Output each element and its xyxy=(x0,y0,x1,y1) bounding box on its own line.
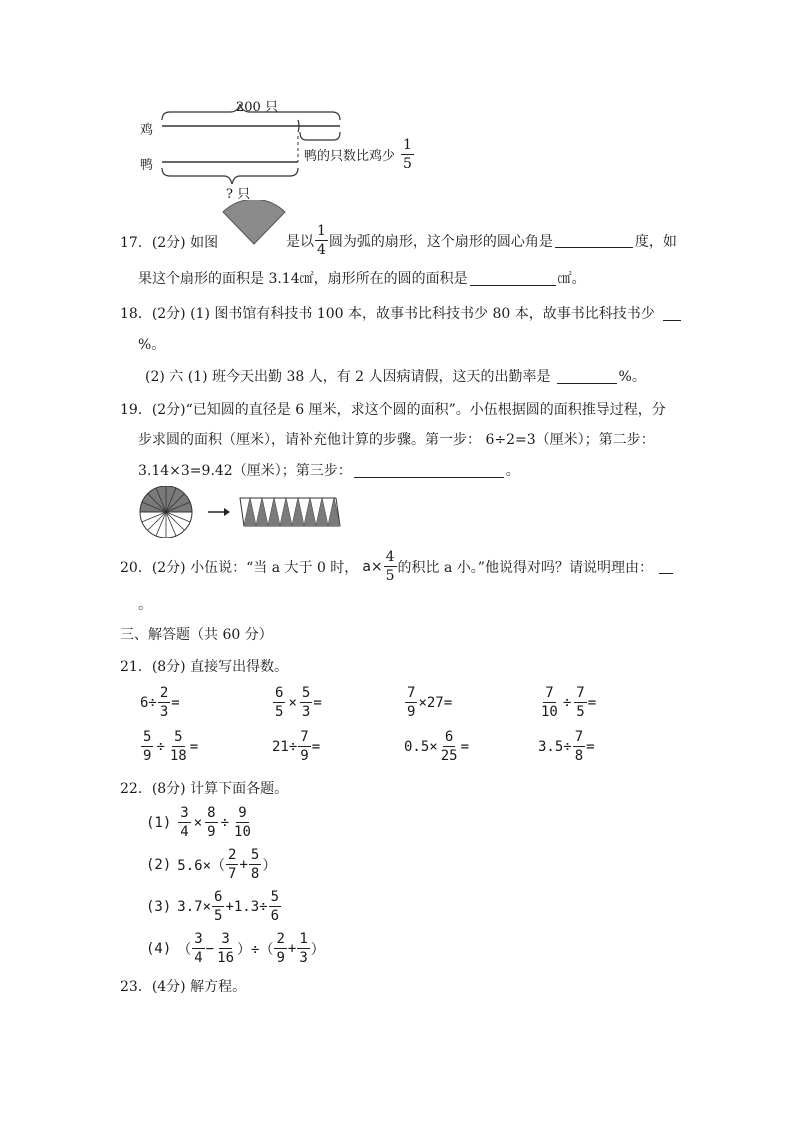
q20-text-b: 的积比 a 小。”他说得对吗？请说明理由： xyxy=(397,559,653,576)
q20-blank[interactable] xyxy=(659,559,673,574)
duck-label: 鸭 xyxy=(140,158,154,173)
q21-item-1: 6÷ $\frac{2}{3}$ = xyxy=(140,685,180,720)
q19-line1: 19．(2分)“已知圆的直径是 6 厘米，求这个圆的面积”。小伍根据圆的面积推导过程，分 xyxy=(120,402,666,418)
q18-blank-2[interactable] xyxy=(557,369,617,384)
q17-blank-angle[interactable] xyxy=(555,233,633,248)
q20-expr: a× xyxy=(362,558,383,575)
q22-part-4: (4) （ $\frac{3}{4}$ − $\frac{3}{16}$ ）÷（ $\frac{2}{9}$ + $\frac{1}{3}$ ） xyxy=(146,931,325,966)
bottom-brace xyxy=(162,168,298,184)
parallelogram-strips xyxy=(240,498,340,526)
q22-part-1: (1) $\frac{3}{4}$ × $\frac{8}{9}$ ÷ $\frac{9}{10}$ xyxy=(146,805,251,840)
q20-line1 xyxy=(120,550,673,583)
q18-line1 xyxy=(120,303,681,323)
q21-item-8: 3.5÷ $\frac{7}{8}$ = xyxy=(538,729,595,764)
sector-figure xyxy=(222,200,286,248)
arrow-icon xyxy=(208,508,230,516)
q22-title: 22．(8分) 计算下面各题。 xyxy=(120,781,289,797)
q17-text-d: 度，如 xyxy=(634,233,677,250)
q21-item-6: 21÷ $\frac{7}{9}$ = xyxy=(272,729,321,764)
q17-prefix: 17．(2分) 如图 xyxy=(120,235,219,251)
total-label: 200 只 xyxy=(236,100,278,115)
divided-circle xyxy=(140,486,192,538)
q17-line2 xyxy=(138,268,586,288)
chicken-label: 鸡 xyxy=(140,123,154,138)
q17-text-line2: 果这个扇形的面积是 3.14㎠，扇形所在的圆的面积是 xyxy=(138,271,468,287)
q22-part-2: (2) 5.6×（ $\frac{2}{7}$ + $\frac{5}{8}$ ） xyxy=(146,847,277,882)
q19-line3 xyxy=(138,460,520,480)
q21-item-7: 0.5× $\frac{6}{25}$ = xyxy=(404,729,470,764)
q17-text-b: 是以 xyxy=(286,233,314,250)
q21-title: 21．(8分) 直接写出得数。 xyxy=(120,659,289,675)
sector-shape xyxy=(223,200,285,244)
q18-line3 xyxy=(145,366,646,386)
q17-line1 xyxy=(286,224,677,257)
q18-text-1: 18．(2分) (1) 图书馆有科技书 100 本，故事书比科技书少 80 本，故事书比科技书少 xyxy=(120,306,655,322)
q23-title: 23．(4分) 解方程。 xyxy=(120,979,247,995)
q17-fraction: $\frac{1}{4}$ xyxy=(317,223,326,258)
diff-note-text: 鸭的只数比鸡少 xyxy=(304,149,396,164)
q17-blank-area[interactable] xyxy=(470,271,556,286)
q18-line2: %。 xyxy=(138,337,166,353)
diff-note xyxy=(304,138,415,171)
q20-line2: 。 xyxy=(138,597,152,613)
q21-item-4: $\frac{7}{10}$ ÷ $\frac{7}{5}$ = xyxy=(541,685,597,720)
q19-line2: 步求圆的面积（厘米），请补充他计算的步骤。第一步： 6÷2=3（厘米）；第二步： xyxy=(138,432,655,448)
q17-unit: ㎠。 xyxy=(557,271,586,287)
q19-text-3: 3.14×3=9.42（厘米）；第三步： xyxy=(138,463,352,479)
q20-fraction: $\frac{4}{5}$ xyxy=(385,549,395,584)
q19-end: 。 xyxy=(505,463,520,479)
q21-item-5: $\frac{5}{9}$ ÷ $\frac{5}{18}$ = xyxy=(143,729,199,764)
q22-part-3: (3) 3.7× $\frac{6}{5}$ +1.3÷ $\frac{5}{6}$ xyxy=(146,889,280,924)
circle-to-parallelogram-figure xyxy=(136,486,342,538)
section-3-title: 三、解答题（共 60 分） xyxy=(120,627,273,643)
q18-percent: %。 xyxy=(618,369,646,385)
unknown-label: ? 只 xyxy=(226,187,251,202)
q18-text-3: (2) 六 (1) 班今天出勤 38 人，有 2 人因病请假，这天的出勤率是 xyxy=(145,369,551,385)
q18-blank-1[interactable] xyxy=(663,306,681,321)
q17-text-c: 圆为弧的扇形，这个扇形的圆心角是 xyxy=(328,233,553,250)
q20-text-a: 20．(2分) 小伍说：“当 a 大于 0 时， xyxy=(120,559,359,576)
q19-blank[interactable] xyxy=(354,463,504,478)
q21-item-3: $\frac{7}{9}$ ×27 = xyxy=(407,685,453,720)
q21-item-2: $\frac{6}{5}$ × $\frac{5}{3}$ = xyxy=(275,685,322,720)
diff-note-fraction: $\frac{1}{5}$ xyxy=(403,137,412,172)
